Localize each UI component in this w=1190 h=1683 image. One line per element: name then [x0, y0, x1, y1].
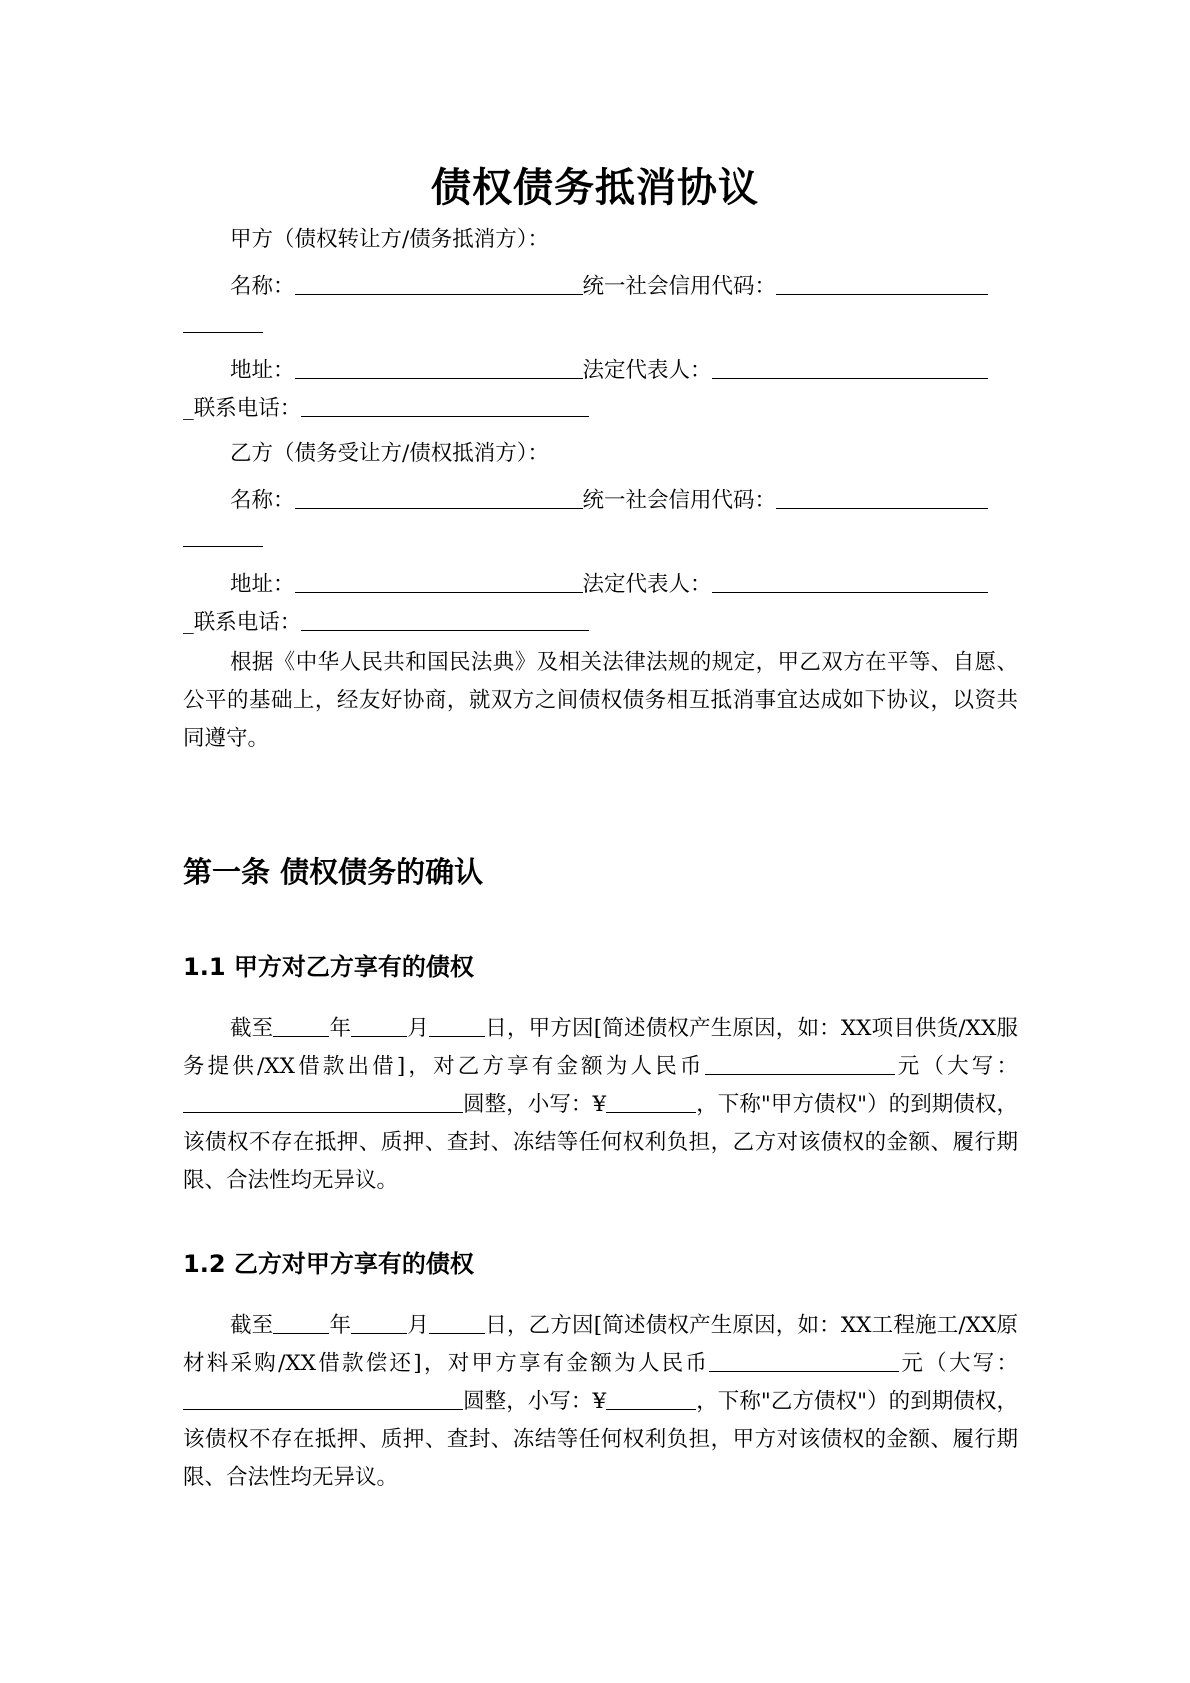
party-b-rep-blank [712, 570, 988, 593]
party-a-name-label: 名称： [230, 274, 295, 299]
party-a-phone-blank [301, 394, 589, 417]
party-b-address-blank [295, 570, 583, 593]
party-b-code-blank-cont [183, 524, 263, 547]
section-1-1-text-4: 日，甲方因[简述债权产生原因，如：XX项目供货/XX服务提供/XX借款出借]，对乙方享有金额为人民币 [183, 1016, 1018, 1079]
party-b-phone-blank [301, 608, 589, 631]
amount-words-blank [183, 1090, 463, 1113]
party-a-code-blank-cont [183, 310, 263, 333]
section-1-2-text-1: 截至 [230, 1313, 274, 1338]
amount-figure-blank [606, 1387, 696, 1410]
party-b-code-blank [776, 486, 988, 509]
day-blank [429, 1014, 485, 1037]
article-1-heading: 第一条 债权债务的确认 [183, 855, 484, 889]
section-1-2-text-7: ，下称"乙方债权"）的到期债权，该债权不存在抵押、质押、查封、冻结等任何权利负担，甲方对该债权的金额、履行期限、合法性均无异议。 [183, 1389, 1019, 1490]
section-1-1-paragraph [183, 1010, 1018, 1200]
section-1-1-text-3: 月 [407, 1016, 430, 1041]
party-b-phone-label: _联系电话： [183, 610, 302, 635]
party-a-phone-line [183, 394, 589, 423]
document-title: 债权债务抵消协议 [431, 165, 759, 211]
section-1-1-text-2: 年 [329, 1016, 352, 1041]
party-b-phone-line [183, 608, 589, 637]
month-blank [351, 1014, 407, 1037]
section-1-2-text-5: 元（大写： [899, 1351, 1018, 1376]
section-1-1-text-7: ，下称"甲方债权"）的到期债权，该债权不存在抵押、质押、查封、冻结等任何权利负担，乙方对该债权的金额、履行期限、合法性均无异议。 [183, 1092, 1019, 1193]
amount-figure-blank [606, 1090, 696, 1113]
section-1-1-text-6: 圆整，小写：¥ [463, 1092, 607, 1117]
party-a-code-blank [776, 272, 988, 295]
section-1-2-heading: 1.2 乙方对甲方享有的债权 [183, 1250, 474, 1278]
party-a-heading: 甲方（债权转让方/债务抵消方）： [230, 227, 549, 252]
party-a-code-line-cont [183, 310, 263, 339]
party-a-address-label: 地址： [230, 358, 295, 383]
party-a-code-label: 统一社会信用代码： [582, 274, 777, 299]
section-1-1-text-5: 元（大写： [894, 1054, 1018, 1079]
party-a-phone-label: _联系电话： [183, 396, 302, 421]
section-1-1-heading: 1.1 甲方对乙方享有的债权 [183, 953, 474, 981]
party-b-heading: 乙方（债务受让方/债权抵消方）： [230, 441, 549, 466]
section-1-2-text-3: 月 [407, 1313, 430, 1338]
party-b-name-line [230, 486, 988, 515]
section-1-2-text-2: 年 [329, 1313, 352, 1338]
party-a-rep-label: 法定代表人： [582, 358, 712, 383]
amount-blank [709, 1349, 899, 1372]
party-a-address-line [230, 356, 988, 385]
party-a-rep-blank [712, 356, 988, 379]
year-blank [273, 1311, 329, 1334]
day-blank [429, 1311, 485, 1334]
party-a-name-line [230, 272, 988, 301]
party-a-address-blank [295, 356, 583, 379]
party-b-code-label: 统一社会信用代码： [582, 488, 777, 513]
party-b-name-label: 名称： [230, 488, 295, 513]
amount-words-blank [183, 1387, 463, 1410]
party-b-address-line [230, 570, 988, 599]
amount-blank [705, 1052, 895, 1075]
section-1-1-text-1: 截至 [230, 1016, 274, 1041]
party-b-address-label: 地址： [230, 572, 295, 597]
party-a-name-blank [295, 272, 583, 295]
party-b-code-line-cont [183, 524, 263, 553]
section-1-2-paragraph [183, 1307, 1018, 1497]
party-b-name-blank [295, 486, 583, 509]
section-1-2-text-6: 圆整，小写：¥ [463, 1389, 607, 1414]
party-b-rep-label: 法定代表人： [582, 572, 712, 597]
section-1-2-text-4: 日，乙方因[简述债权产生原因，如：XX工程施工/XX原材料采购/XX借款偿还]，对甲方享有金额为人民币 [183, 1313, 1018, 1376]
year-blank [273, 1014, 329, 1037]
month-blank [351, 1311, 407, 1334]
preamble-paragraph: 根据《中华人民共和国民法典》及相关法律法规的规定，甲乙双方在平等、自愿、公平的基础上，经友好协商，就双方之间债权债务相互抵消事宜达成如下协议，以资共同遵守。 [183, 650, 1018, 751]
